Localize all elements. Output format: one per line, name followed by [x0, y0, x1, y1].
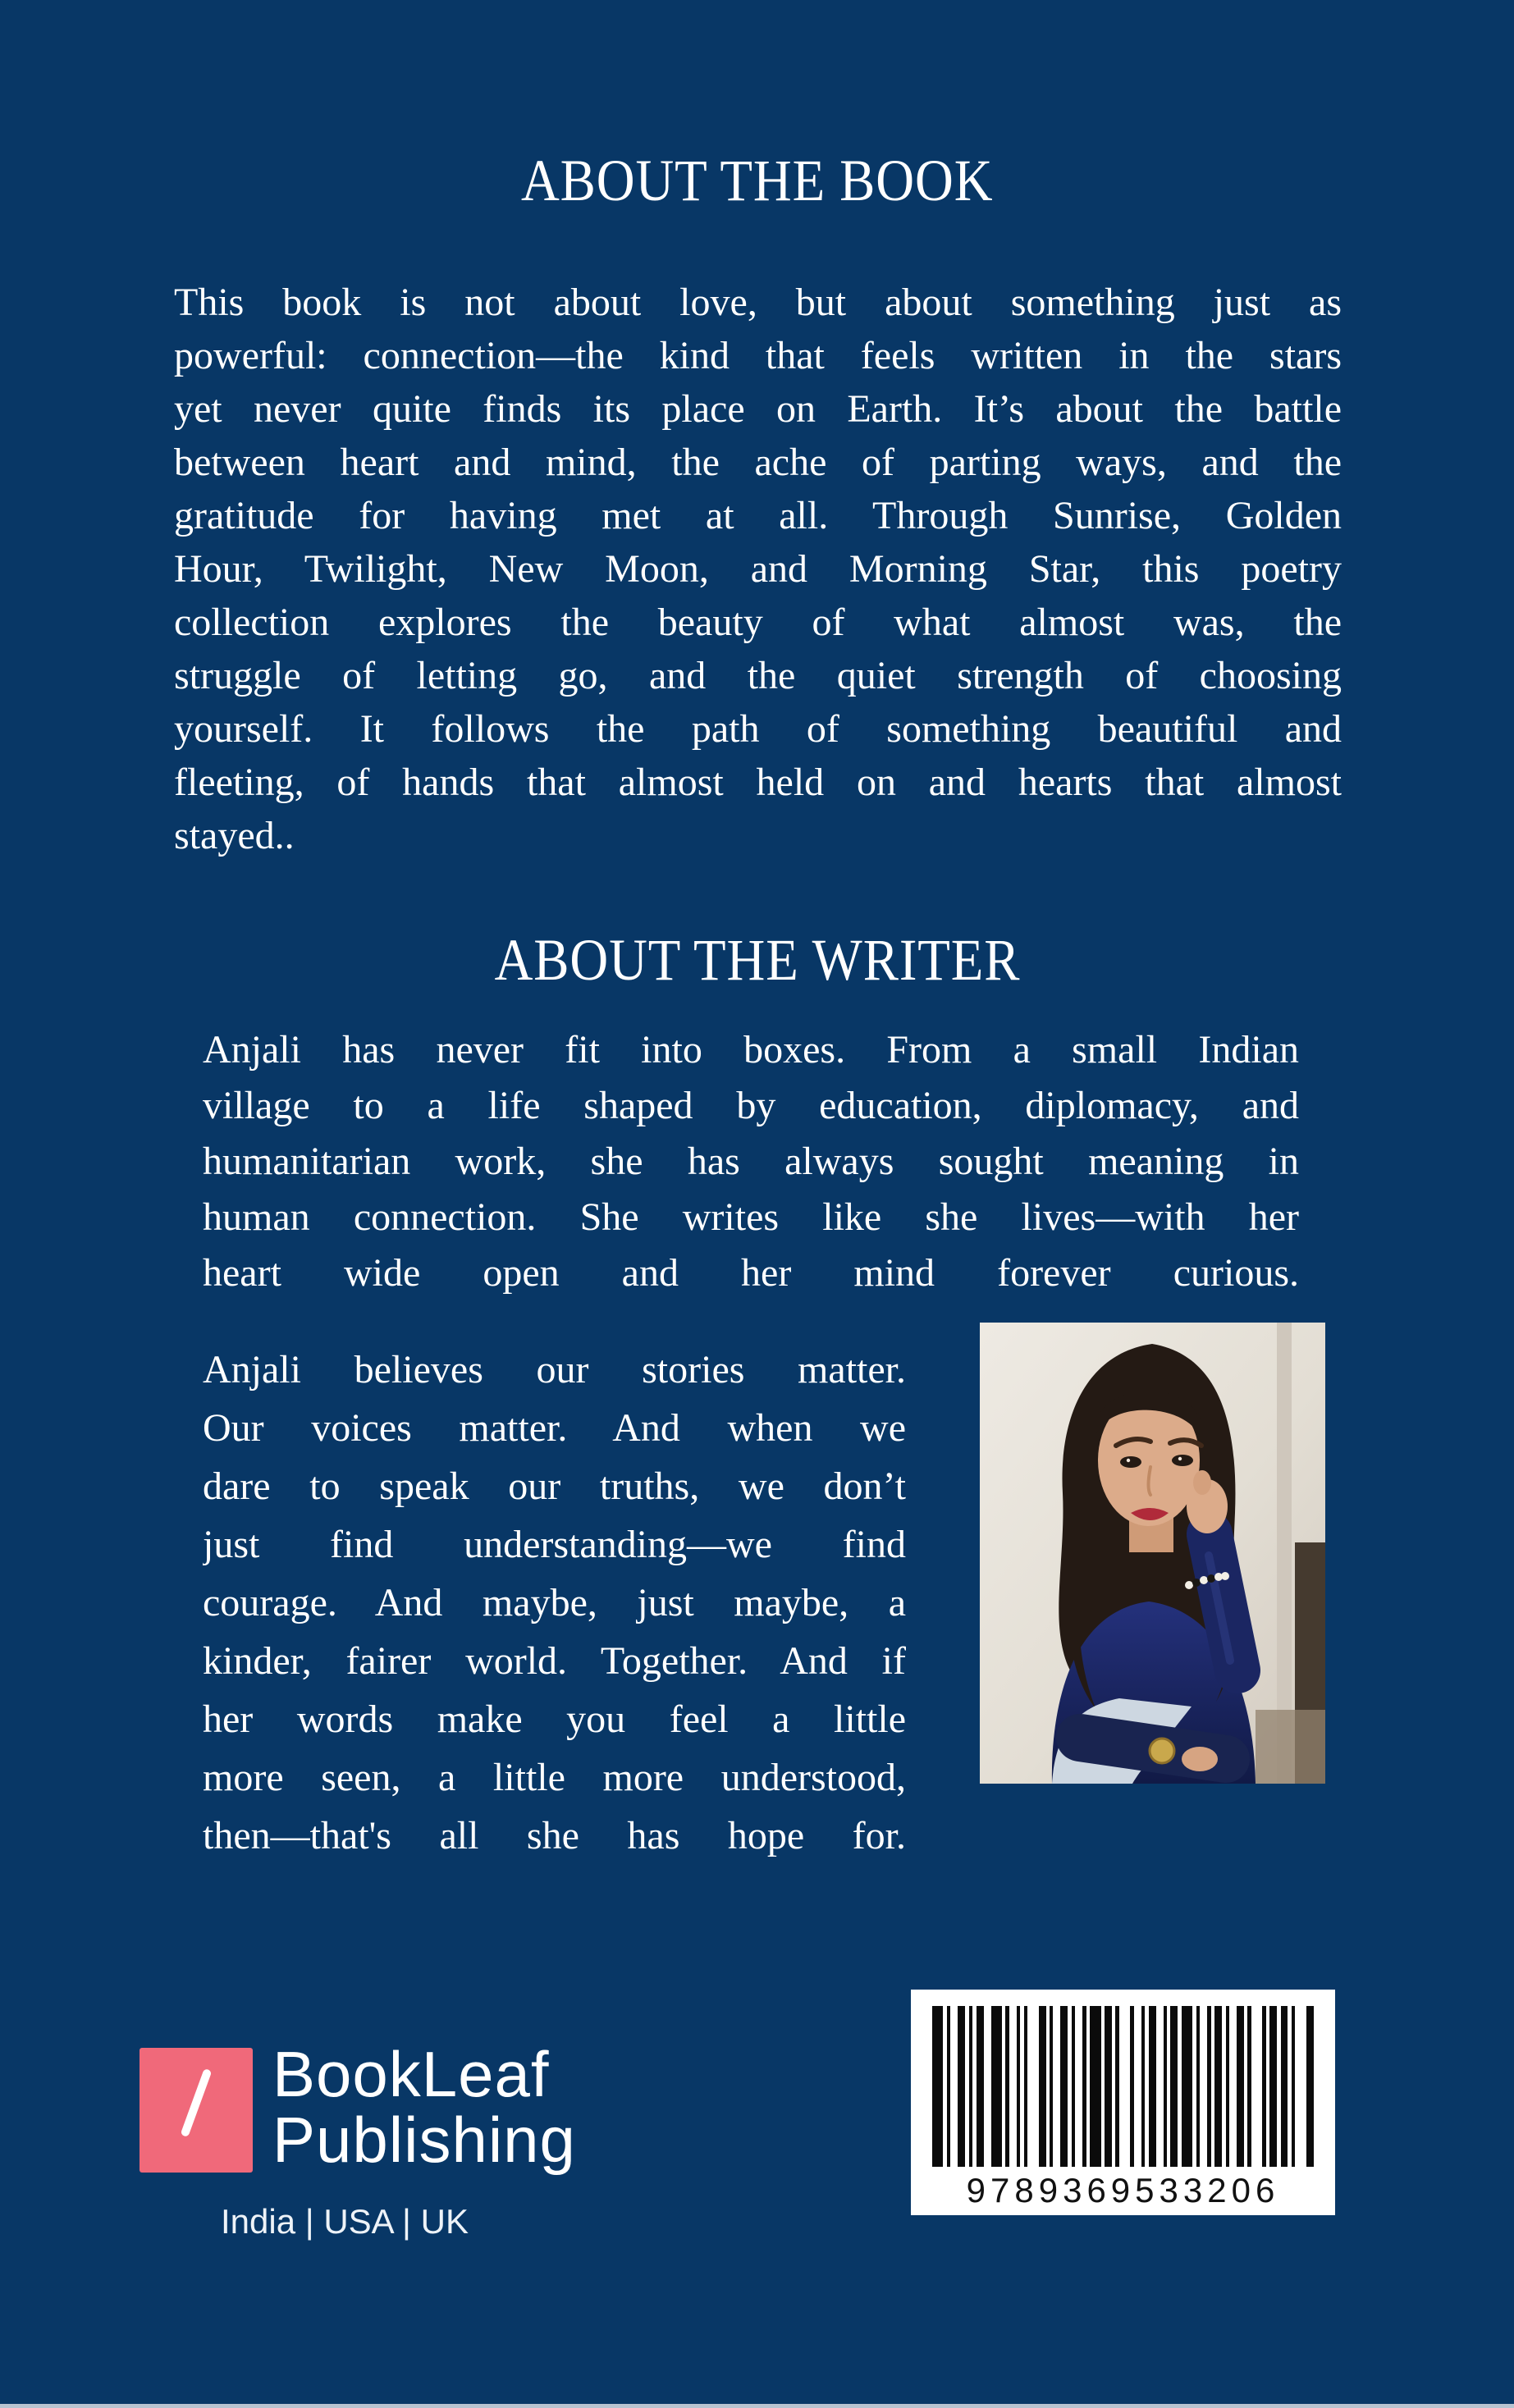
text-line: Anjali believes our stories matter. — [203, 1348, 906, 1391]
barcode-bar — [1060, 2006, 1068, 2167]
text-line: struggle of letting go, and the quiet strength of choosing — [174, 654, 1342, 697]
barcode-gap — [1229, 2006, 1237, 2167]
barcode-gap — [1156, 2006, 1164, 2167]
text-line: fleeting, of hands that almost held on and hearts that almost — [174, 761, 1342, 804]
barcode-gap — [1027, 2006, 1038, 2167]
text-line: then—that's all she has hope for. — [203, 1814, 906, 1857]
barcode-bar — [1237, 2006, 1244, 2167]
book-description — [174, 276, 1342, 862]
barcode-bar — [1281, 2006, 1288, 2167]
barcode-gap — [1134, 2006, 1141, 2167]
text-line: Our voices matter. And when we — [203, 1406, 906, 1450]
slash-icon — [181, 2068, 213, 2137]
text-line: just find understanding—we find — [203, 1523, 906, 1566]
barcode-bar — [1149, 2006, 1156, 2167]
text-line: dare to speak our truths, we don’t — [203, 1464, 906, 1508]
text-line: yourself. It follows the path of something beautiful and — [174, 707, 1342, 751]
text-line: more seen, a little more understood, — [203, 1756, 906, 1799]
text-line: between heart and mind, the ache of parting ways, and the — [174, 441, 1342, 484]
text-line: collection explores the beauty of what almost was, the — [174, 601, 1342, 644]
barcode-bar — [932, 2006, 943, 2167]
text-line: powerful: connection—the kind that feels written in the stars — [174, 334, 1342, 377]
text-line: Anjali has never fit into boxes. From a small Indian — [203, 1028, 1299, 1071]
barcode-bar — [1105, 2006, 1112, 2167]
gold-watch — [1150, 1739, 1174, 1763]
barcode — [911, 1990, 1335, 2215]
about-the-writer-heading-text: ABOUT THE WRITER — [494, 927, 1020, 993]
text-line: yet never quite finds its place on Earth. It’s about the battle — [174, 387, 1342, 431]
barcode-bars — [932, 2006, 1314, 2167]
text-line: heart wide open and her mind forever curious. — [203, 1251, 1299, 1295]
text-line: courage. And maybe, just maybe, a — [203, 1581, 906, 1624]
barcode-bar — [1170, 2006, 1178, 2167]
hand-fingers — [1193, 1470, 1211, 1495]
writer-bio-paragraph-1 — [203, 1022, 1299, 1301]
barcode-bar — [991, 2006, 1002, 2167]
barcode-gap — [1053, 2006, 1060, 2167]
barcode-gap — [1200, 2006, 1207, 2167]
publisher-name-line1: BookLeaf — [272, 2038, 550, 2110]
text-line: human connection. She writes like she lives—with her — [203, 1195, 1299, 1239]
author-eye-left — [1120, 1456, 1141, 1468]
barcode-bar — [958, 2006, 965, 2167]
text-line: This book is not about love, but about something just as — [174, 281, 1342, 324]
barcode-gap — [1075, 2006, 1082, 2167]
barcode-number: 9789369533206 — [966, 2171, 1280, 2209]
barcode-bar — [977, 2006, 984, 2167]
text-line: village to a life shaped by education, diplomacy, and — [203, 1084, 1299, 1127]
barcode-gap — [984, 2006, 991, 2167]
eye-glint-right — [1178, 1457, 1182, 1460]
text-line: gratitude for having met at all. Through Sunrise, Golden — [174, 494, 1342, 537]
floor-shadow — [1256, 1710, 1325, 1784]
barcode-bar — [1269, 2006, 1277, 2167]
barcode-bar — [1214, 2006, 1222, 2167]
barcode-gap — [1119, 2006, 1130, 2167]
text-line: kinder, fairer world. Together. And if — [203, 1639, 906, 1683]
eye-glint-left — [1127, 1459, 1130, 1462]
barcode-bar — [1182, 2006, 1192, 2167]
text-line: her words make you feel a little — [203, 1697, 906, 1741]
barcode-bar — [1039, 2006, 1046, 2167]
about-the-writer-heading — [0, 927, 1514, 993]
text-line: Hour, Twilight, New Moon, and Morning Star, this poetry — [174, 547, 1342, 591]
publisher-name-line2: Publishing — [272, 2104, 576, 2176]
author-nose — [1149, 1467, 1151, 1495]
raised-arm-sleeve — [1210, 1534, 1237, 1670]
writer-bio-paragraph-2 — [203, 1341, 906, 1865]
bookleaf-logo-mark — [140, 2048, 253, 2173]
barcode-gap — [950, 2006, 958, 2167]
text-line: humanitarian work, she has always sought meaning in — [203, 1140, 1299, 1183]
barcode-gap — [1009, 2006, 1017, 2167]
barcode-gap — [1251, 2006, 1262, 2167]
author-portrait-illustration — [980, 1323, 1325, 1784]
page-bottom-edge — [0, 2404, 1514, 2408]
author-hand-lower — [1182, 1747, 1218, 1771]
barcode-bar — [1090, 2006, 1100, 2167]
publisher-name — [272, 2038, 576, 2176]
publisher-regions: India | USA | UK — [221, 2202, 469, 2241]
about-the-book-heading-text: ABOUT THE BOOK — [520, 148, 994, 213]
about-the-book-heading — [0, 150, 1514, 211]
barcode-gap — [1295, 2006, 1306, 2167]
author-photo — [980, 1323, 1325, 1784]
author-eye-right — [1172, 1455, 1193, 1466]
text-line: stayed.. — [174, 814, 295, 857]
barcode-bar — [1306, 2006, 1314, 2167]
